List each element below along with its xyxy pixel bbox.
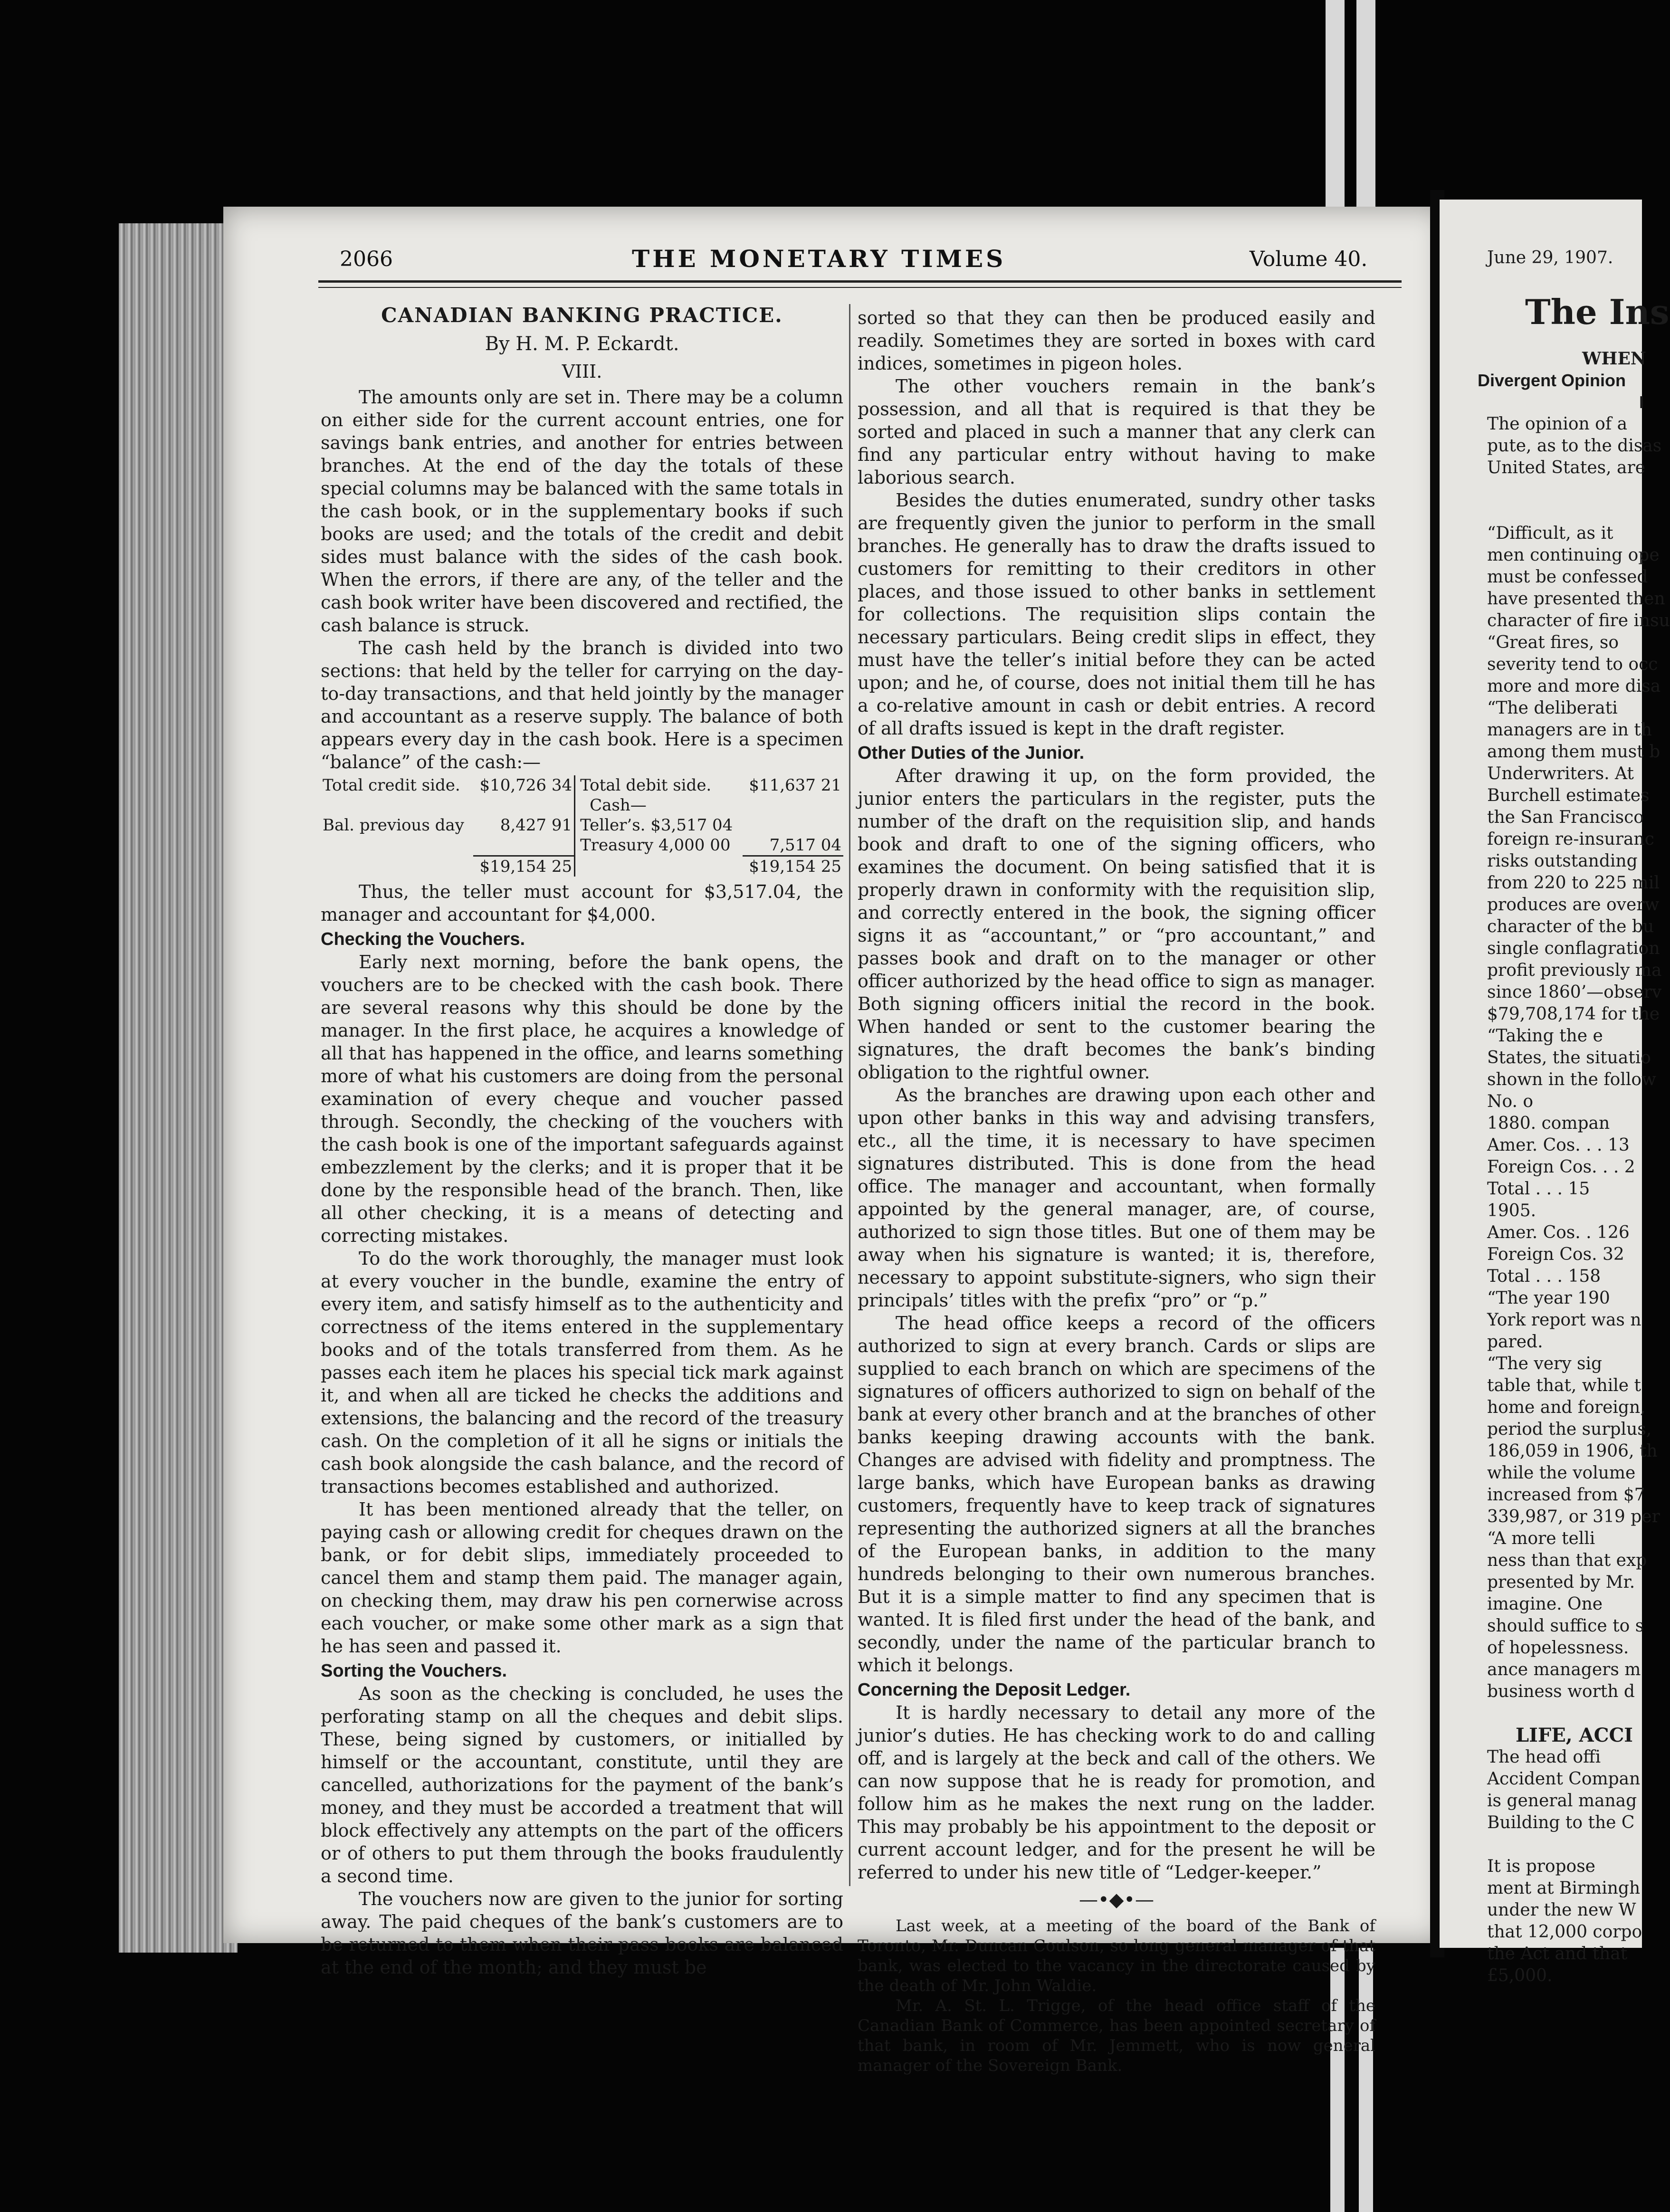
right-page-line: while the volume xyxy=(1487,1463,1636,1483)
article-byline: By H. M. P. Eckardt. xyxy=(485,333,679,355)
cash-value: $10,726 34 xyxy=(479,776,573,795)
paragraph: Early next morning, before the bank opens, the vouchers are to be checked with the cash book. There are several reasons why this should be done by the manager. In the first place, he acquires a knowledge of all that has happened in the office, and learns something more of what his customers are doing from the personal examination of every cheque and voucher passed through. Secondly, the checking of the vouchers with the cash book is one of the important safeguards against embezzlement by the clerks; and it is proper that it be done by the responsible head of the branch. Then, like all other checking, it is a means of detecting and correcting mistakes. xyxy=(321,952,843,1246)
right-page-line: No. o xyxy=(1487,1092,1534,1111)
paragraph: The head office keeps a record of the officers authorized to sign at every branch. Cards or slips are supplied to each branch on which are specimens of the signatures of officers authorized to sign on behalf of the bank at every other branch and at the branches of other banks keeping drawing accounts with the bank. Changes are advised with fidelity and promptness. The large banks, which have European banks as drawing customers, frequently have to keep track of signatures representing the authorized signers at all the branches of the European banks, in addition to the many hundreds belonging to their own numerous branches. But it is a simple matter to find any specimen that is wanted. It is filed first under the head of the bank, and secondly, under the name of the particular branch to which it belongs. xyxy=(858,1313,1375,1676)
paragraph: To do the work thoroughly, the manager must look at every voucher in the bundle, examine the entry of every item, and satisfy himself as to the authenticity and correctness of the items entered in the supplementary books and of the totals transferred from them. As he passes each item he places his special tick mark against it, and when all are ticked he checks the additions and extensions, the balancing and the record of the treasury cash. On the completion of it all he signs or initials the cash book alongside the cash balance, and the record of transactions becomes established and authorized. xyxy=(321,1248,843,1497)
right-page-line: since 1860’—observ xyxy=(1487,982,1662,1002)
section-heading: Checking the Vouchers. xyxy=(321,929,525,949)
right-page-line: profit previously ma xyxy=(1487,961,1662,980)
right-page-line: risks outstanding xyxy=(1487,851,1638,871)
paragraph: The cash held by the branch is divided into two sections: that held by the teller for carrying on the day-to-day transactions, and that held jointly by the manager and accountant as a reserve supply. The balance of both appears every day in the cash book. Here is a specimen “balance” of the cash:— xyxy=(321,638,843,772)
paragraph: It is hardly necessary to detail any more of the junior’s duties. He has checking work to do and calling off, and is largely at the beck and call of the others. We can now suppose that he is ready for promotion, and follow him as he makes the next rung on the ladder. This may probably be his appointment to the deposit or current account ledger, and for the present he will be referred to under his new title of “Ledger-keeper.” xyxy=(858,1702,1375,1883)
right-page-line: “A more telli xyxy=(1487,1529,1595,1548)
right-page-line: ness than that exp xyxy=(1487,1551,1647,1570)
right-page-line: from 220 to 225 mil xyxy=(1487,873,1660,893)
right-page-line: Foreign Cos. . . 2 xyxy=(1487,1157,1635,1177)
cash-label: Total debit side. xyxy=(575,775,743,795)
section-heading: Sorting the Vouchers. xyxy=(321,1661,507,1681)
page-number: 2066 xyxy=(340,247,393,271)
volume-label: Volume 40. xyxy=(1250,247,1368,271)
right-page-line: $79,708,174 for the xyxy=(1487,1004,1660,1024)
right-page-line: pute, as to the disas xyxy=(1487,436,1662,456)
section-number: VIII. xyxy=(562,361,602,382)
cash-value: $11,637 21 xyxy=(749,776,841,795)
right-page-line: single conflagration xyxy=(1487,939,1660,958)
right-page-line: Accident Compan xyxy=(1487,1769,1641,1789)
paragraph: sorted so that they can then be produced easily and readily. Sometimes they are sorted in boxes with card indices, sometimes in pigeon holes. xyxy=(858,307,1375,374)
right-page-line: “Difficult, as it xyxy=(1487,524,1613,543)
right-page-line: £5,000. xyxy=(1487,1966,1553,1985)
right-page-line: United States, are xyxy=(1487,458,1645,477)
right-page-line: table that, while t xyxy=(1487,1376,1641,1395)
column-divider xyxy=(849,304,850,1886)
right-page-line: imagine. One xyxy=(1487,1594,1603,1614)
right-page-line: Divergent Opinion xyxy=(1478,371,1626,390)
right-page-line: of hopelessness. xyxy=(1487,1638,1629,1658)
paragraph: Besides the duties enumerated, sundry other tasks are frequently given the junior to perform in the small branches. He generally has to draw the drafts issued to customers for remitting to their creditors in other places, and those issued to other banks in settlement for collections. The requisition slips contain the necessary particulars. Being credit slips in effect, they must have the teller’s initial before they can be acted upon; and he, of course, does not initial them till he has a co-relative amount in cash or debit entries. A record of all drafts issued is kept in the draft register. xyxy=(858,490,1375,739)
right-page-line: The head offi xyxy=(1487,1747,1601,1767)
right-page-line: character of the bu xyxy=(1487,917,1654,936)
cash-label: Cash— xyxy=(575,795,743,815)
right-page-line: business worth d xyxy=(1487,1682,1635,1701)
right-page-line: 1905. xyxy=(1487,1201,1536,1220)
header-rule xyxy=(318,280,1402,283)
cash-value: 8,427 91 xyxy=(500,816,573,835)
right-page-line: Total . . . 158 xyxy=(1487,1267,1601,1286)
right-page-line: under the new W xyxy=(1487,1900,1636,1920)
right-page-line: Building to the C xyxy=(1487,1813,1635,1832)
paragraph: The vouchers now are given to the junior for sorting away. The paid cheques of the bank’s customers are to be returned to them when their pass books are balanced at the end of the month; and they must be xyxy=(321,1888,843,1978)
paragraph: The amounts only are set in. There may be a column on either side for the current account entries, one for savings bank entries, and another for entries between branches. At the end of the day the totals of these special columns may be balanced with the same totals in the cash book, or in the supplementary books if such books are used; and the totals of the credit and debit sides must balance with the sides of the cash book. When the errors, if there are any, of the teller and the cash book writer have been discovered and rectified, the cash balance is struck. xyxy=(321,387,843,636)
right-page-line: presented by Mr. xyxy=(1487,1573,1635,1592)
masthead: THE MONETARY TIMES xyxy=(632,245,1006,273)
paragraph: It has been mentioned already that the teller, on paying cash or allowing credit for cheques drawn on the bank, or for debit slips, immediately proceeded to cancel them and stamp them paid. The manager again, on checking them, may draw his pen cornerwise across each voucher, or make some other mark as a sign that he has seen and passed it. xyxy=(321,1499,843,1657)
cash-label: Treasury 4,000 00 xyxy=(575,835,743,856)
right-page-line: June 29, 1907. xyxy=(1487,248,1613,267)
right-page-line: “The very sig xyxy=(1487,1354,1603,1373)
right-page-line: the San Francisco xyxy=(1487,808,1644,827)
right-page-line: States, the situatio xyxy=(1487,1048,1651,1068)
film-frame-bar xyxy=(1356,0,1375,207)
right-page-line: LIFE, ACCI xyxy=(1516,1724,1633,1746)
article-column-1 xyxy=(321,304,843,1979)
paragraph: As the branches are drawing upon each other and upon other banks in this way and advising transfers, etc., all the time, it is necessary to have specimen signatures distributed. This is done from the head office. The manager and accountant, when formally appointed by the general manager, are, of course, authorized to sign those titles. But one of them may be away when his signature is wanted; it is, therefore, necessary to appoint substitute-signers, who sign their principals’ titles with the prefix “pro” or “p.” xyxy=(858,1085,1375,1311)
cash-total: $19,154 25 xyxy=(473,856,575,877)
right-page-line: “Taking the e xyxy=(1487,1026,1603,1046)
right-page-line: The opinion of a xyxy=(1487,414,1628,434)
cash-label: Bal. previous day xyxy=(323,816,464,835)
cash-label: Total credit side. xyxy=(323,776,460,795)
paragraph: After drawing it up, on the form provided, the junior enters the particulars in the register, puts the number of the draft on the requisition slip, and hands book and draft to one of the signing officers, who examines the document. On being satisfied that it is properly drawn in conformity with the requisition slip, and correctly entered in the book, the signing officer signs it as “accountant,” or “pro accountant,” and passes book and draft on to the manager or other officer authorized by the head office to sign as manager. Both signing officers initial the record in the book. When handed or sent to the customer bearing the signatures, the draft becomes the bank’s binding obligation to the rightful owner. xyxy=(858,765,1375,1083)
article-column-2 xyxy=(858,306,1375,2076)
paragraph: Thus, the teller must account for $3,517.04, the manager and accountant for $4,000. xyxy=(321,881,843,925)
paragraph: The other vouchers remain in the bank’s possession, and all that is required is that they be sorted and placed in such a manner that any clerk can find any particular entry without having to make laborious search. xyxy=(858,376,1375,488)
news-item: Last week, at a meeting of the board of the Bank of Toronto, Mr. Duncan Coulson, so long general manager of that bank, was elected to the vacancy in the directorate caused by the death of Mr. John Waldie. xyxy=(858,1916,1375,1995)
right-page-line: Burchell estimates xyxy=(1487,786,1650,805)
right-page-line: “Great fires, so xyxy=(1487,633,1619,652)
right-page-line: is general manag xyxy=(1487,1791,1637,1811)
right-page-line: WHEN xyxy=(1582,349,1646,369)
article-title: CANADIAN BANKING PRACTICE. xyxy=(381,304,783,327)
cash-total: $19,154 25 xyxy=(743,856,843,877)
right-page-line: ment at Birmingh xyxy=(1487,1878,1641,1898)
news-item: Mr. A. St. L. Trigge, of the head office staff of the Canadian Bank of Commerce, has been appointed secretary of that bank, in room of Mr. Jemmett, who is now general manager of the Sovereign Bank. xyxy=(858,1996,1375,2075)
right-page xyxy=(1440,200,1670,1985)
cash-label: Teller’s. $3,517 04 xyxy=(575,815,743,835)
right-page-line: pared. xyxy=(1487,1332,1543,1352)
right-page-line: “The year 190 xyxy=(1487,1288,1610,1308)
right-page-line: men continuing ope xyxy=(1487,545,1660,565)
right-page-line: shown in the follow xyxy=(1487,1070,1656,1089)
right-page-line: Amer. Cos. . . 13 xyxy=(1487,1135,1630,1155)
right-page-line: Underwriters. At xyxy=(1487,764,1634,783)
film-frame-bar xyxy=(1326,0,1345,207)
right-page-line: foreign re-insuranc xyxy=(1487,830,1654,849)
paragraph: As soon as the checking is concluded, he uses the perforating stamp on all the cheques and debit slips. These, being signed by customers, or initialled by himself or the accountant, constitute, until they are cancelled, authorizations for the payment of the bank’s money, and they must be accorded a treatment that will block effectively any attempts on the part of the officers or of others to put them through the books fraudulently a second time. xyxy=(321,1683,843,1887)
right-page-line: ance managers m xyxy=(1487,1660,1641,1679)
ornamental-separator: —•◆•— xyxy=(1079,1889,1154,1911)
right-page-line: 186,059 in 1906, th xyxy=(1487,1441,1658,1461)
right-page-line: The Ins xyxy=(1525,292,1670,332)
right-page-line: It is propose xyxy=(1487,1857,1595,1876)
right-page-line: produces are overw xyxy=(1487,895,1660,915)
right-page-line: Amer. Cos. . 126 xyxy=(1487,1223,1630,1242)
right-page-line: increased from $7 xyxy=(1487,1485,1645,1505)
right-page-line: have presented then xyxy=(1487,589,1665,609)
right-page-line: character of fire insu xyxy=(1487,611,1670,630)
right-page-line: Total . . . 15 xyxy=(1487,1179,1590,1199)
right-page-line: York report was n xyxy=(1487,1310,1641,1330)
right-page-line: the Act and that xyxy=(1487,1944,1628,1964)
section-heading: Other Duties of the Junior. xyxy=(858,743,1085,763)
right-page-line: among them must b xyxy=(1487,742,1660,762)
right-page-line: 1880. compan xyxy=(1487,1114,1610,1133)
cash-balance-table xyxy=(321,775,843,877)
right-page-line: home and foreign, xyxy=(1487,1398,1646,1417)
right-page-line: more and more disa xyxy=(1487,677,1661,696)
right-page-line: Foreign Cos. 32 xyxy=(1487,1245,1624,1264)
right-page-line: managers are in th xyxy=(1487,720,1652,740)
right-page-line: that 12,000 corpo xyxy=(1487,1922,1642,1942)
right-page-line: severity tend to occ xyxy=(1487,655,1658,674)
right-page-line: I xyxy=(1639,392,1644,412)
right-page-line: must be confessed xyxy=(1487,567,1648,587)
right-page-line: 339,987, or 319 per xyxy=(1487,1507,1660,1526)
section-heading: Concerning the Deposit Ledger. xyxy=(858,1680,1131,1700)
header-rule-thin xyxy=(318,287,1402,288)
right-page-line: should suffice to s xyxy=(1487,1616,1644,1636)
right-page-line: period the surplus, xyxy=(1487,1420,1652,1439)
cash-value: 7,517 04 xyxy=(769,836,841,855)
right-page-line: “The deliberati xyxy=(1487,698,1618,718)
book-page-edges xyxy=(119,223,238,1953)
